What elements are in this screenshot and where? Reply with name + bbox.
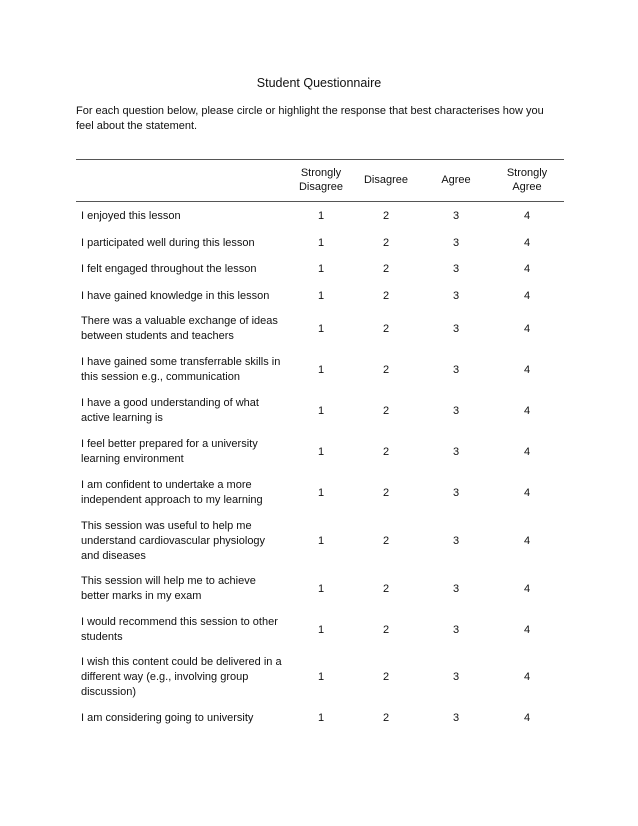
statement-text: I enjoyed this lesson [81,209,181,222]
response-option-3[interactable]: 3 [452,210,460,222]
response-option-2[interactable]: 2 [382,535,390,547]
header-strongly-agree: Strongly Agree [506,167,548,193]
table-row [76,395,564,427]
statement-text: I participated well during this lesson [81,236,255,249]
statement-text: I wish this content could be delivered in a different way (e.g., involving group discussion) [81,655,282,698]
table-row [76,517,564,565]
response-option-1[interactable]: 1 [317,364,325,376]
table-row [76,573,564,605]
response-option-1[interactable]: 1 [317,210,325,222]
response-option-3[interactable]: 3 [452,624,460,636]
response-option-2[interactable]: 2 [382,323,390,335]
response-option-3[interactable]: 3 [452,487,460,499]
statement-text: I felt engaged throughout the lesson [81,262,257,275]
statement-text: This session was useful to help me understand cardiovascular physiology and diseases [81,519,266,562]
response-option-4[interactable]: 4 [523,535,531,547]
response-option-1[interactable]: 1 [317,583,325,595]
table-header-rule [76,201,564,202]
response-option-2[interactable]: 2 [382,671,390,683]
response-option-1[interactable]: 1 [317,290,325,302]
response-option-4[interactable]: 4 [523,671,531,683]
statement-text: There was a valuable exchange of ideas between students and teachers [81,315,278,342]
instructions: For each question below, please circle or highlight the response that best characterises how you feel about the statement. [76,105,544,132]
response-option-4[interactable]: 4 [523,487,531,499]
table-row [76,477,564,509]
table-row [76,206,564,226]
statement-text: This session will help me to achieve better marks in my exam [81,575,256,602]
statement-text: I am confident to undertake a more independent approach to my learning [81,479,263,506]
response-option-4[interactable]: 4 [523,290,531,302]
response-option-2[interactable]: 2 [382,487,390,499]
response-option-1[interactable]: 1 [317,671,325,683]
statement-text: I have gained knowledge in this lesson [81,289,270,302]
response-option-4[interactable]: 4 [523,624,531,636]
response-option-3[interactable]: 3 [452,446,460,458]
statement-text: I have gained some transferrable skills in this session e.g., communication [81,356,281,383]
response-option-2[interactable]: 2 [382,446,390,458]
table-row [76,233,564,253]
response-option-3[interactable]: 3 [452,237,460,249]
response-option-3[interactable]: 3 [452,323,460,335]
response-option-1[interactable]: 1 [317,487,325,499]
response-option-1[interactable]: 1 [317,323,325,335]
response-option-3[interactable]: 3 [452,263,460,275]
response-option-4[interactable]: 4 [523,364,531,376]
response-option-3[interactable]: 3 [452,583,460,595]
response-option-1[interactable]: 1 [317,405,325,417]
response-option-4[interactable]: 4 [523,263,531,275]
table-row [76,259,564,279]
response-option-2[interactable]: 2 [382,405,390,417]
table-row [76,313,564,345]
response-option-3[interactable]: 3 [452,405,460,417]
response-option-1[interactable]: 1 [317,446,325,458]
response-option-4[interactable]: 4 [523,712,531,724]
response-option-4[interactable]: 4 [523,405,531,417]
table-row [76,655,564,699]
response-option-2[interactable]: 2 [382,210,390,222]
response-option-4[interactable]: 4 [523,237,531,249]
statement-text: I have a good understanding of what active learning is [81,397,259,424]
table-header [76,159,564,201]
response-option-4[interactable]: 4 [523,323,531,335]
response-option-3[interactable]: 3 [452,712,460,724]
response-option-2[interactable]: 2 [382,712,390,724]
page-title: Student Questionnaire [256,76,382,90]
response-option-3[interactable]: 3 [452,671,460,683]
header-strongly-disagree: Strongly Disagree [298,167,344,193]
response-option-1[interactable]: 1 [317,263,325,275]
header-disagree: Disagree [363,174,409,186]
response-option-2[interactable]: 2 [382,290,390,302]
statement-text: I feel better prepared for a university learning environment [81,438,258,465]
table-row [76,708,564,728]
response-option-2[interactable]: 2 [382,237,390,249]
response-option-2[interactable]: 2 [382,364,390,376]
response-option-4[interactable]: 4 [523,583,531,595]
response-option-2[interactable]: 2 [382,583,390,595]
response-option-2[interactable]: 2 [382,624,390,636]
table-row [76,436,564,468]
response-option-2[interactable]: 2 [382,263,390,275]
response-option-3[interactable]: 3 [452,535,460,547]
header-agree: Agree [441,174,471,186]
response-option-4[interactable]: 4 [523,210,531,222]
statement-text: I would recommend this session to other students [81,616,278,643]
response-option-1[interactable]: 1 [317,712,325,724]
response-option-1[interactable]: 1 [317,237,325,249]
table-row [76,614,564,646]
response-option-1[interactable]: 1 [317,624,325,636]
response-option-1[interactable]: 1 [317,535,325,547]
table-row [76,354,564,386]
response-option-3[interactable]: 3 [452,364,460,376]
table-row [76,286,564,306]
response-option-4[interactable]: 4 [523,446,531,458]
response-option-3[interactable]: 3 [452,290,460,302]
statement-text: I am considering going to university [81,711,254,724]
